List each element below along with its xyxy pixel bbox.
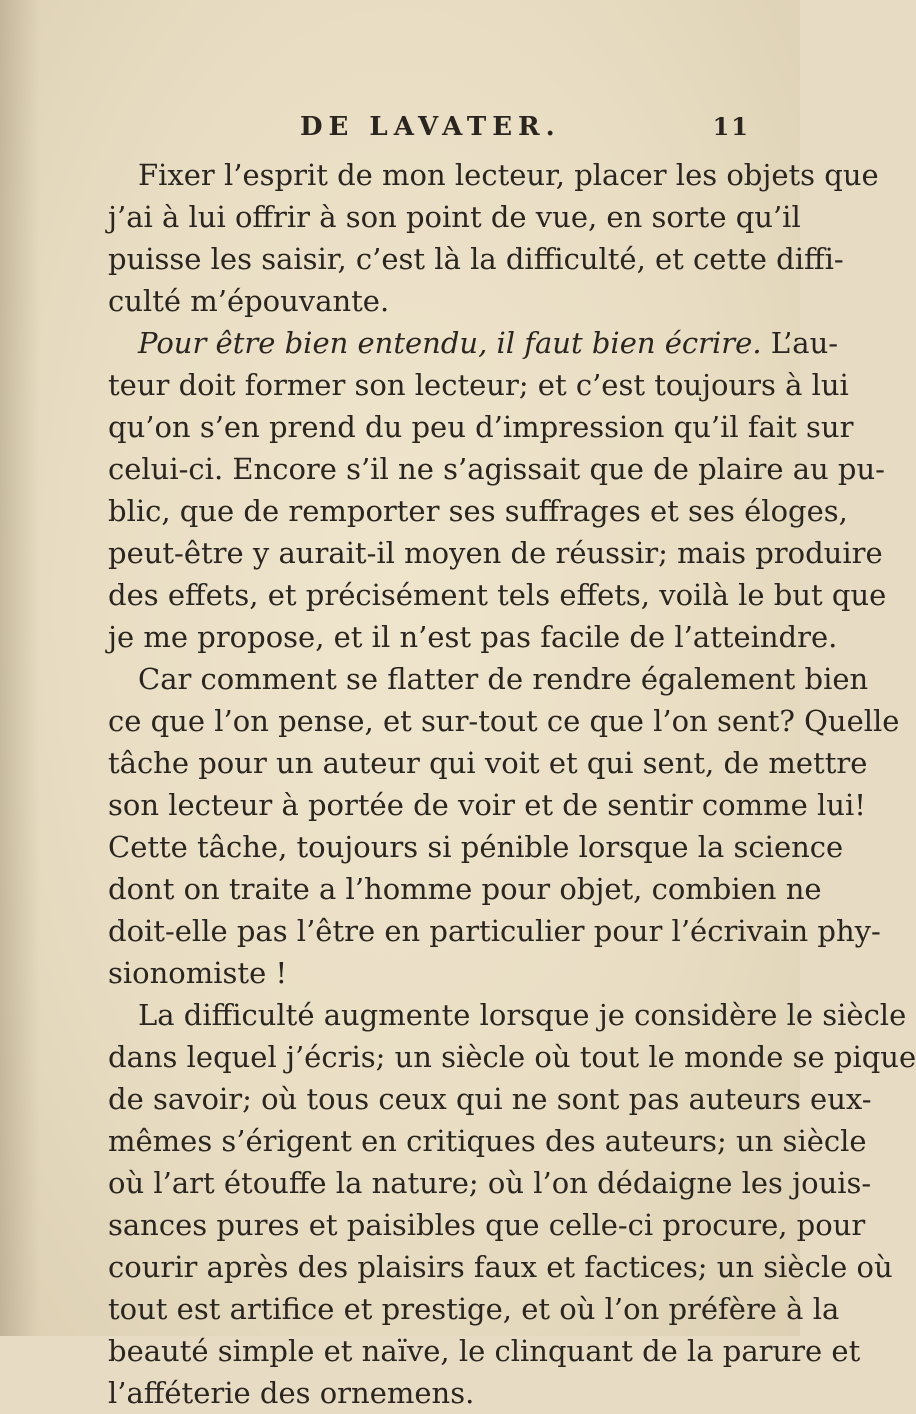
text-line: de savoir; où tous ceux qui ne sont pas auteurs eux-: [108, 1082, 872, 1116]
text-line: teur doit former son lecteur; et c’est toujours à lui: [108, 368, 849, 402]
text-line: j’ai à lui offrir à son point de vue, en sorte qu’il: [108, 200, 801, 234]
text-line: beauté simple et naïve, le clinquant de la parure et: [108, 1334, 861, 1368]
page-number: 11: [712, 112, 750, 141]
text-line: culté m’épouvante.: [108, 284, 390, 318]
text-line: Cette tâche, toujours si pénible lorsque la science: [108, 830, 844, 864]
text-line: courir après des plaisirs faux et factices; un siècle où: [108, 1250, 893, 1284]
text-line: dans lequel j’écris; un siècle où tout le monde se pique: [108, 1040, 916, 1074]
italic-phrase: Pour être bien entendu, il faut bien écrire.: [138, 326, 762, 360]
text-line: blic, que de remporter ses suffrages et ses éloges,: [108, 494, 848, 528]
body-text: [108, 154, 916, 1414]
text-line: l’afféterie des ornemens.: [108, 1376, 475, 1410]
text-line: mêmes s’érigent en critiques des auteurs; un siècle: [108, 1124, 867, 1158]
text-line: des effets, et précisément tels effets, voilà le but que: [108, 578, 887, 612]
text-line: où l’art étouffe la nature; où l’on dédaigne les jouis-: [108, 1166, 872, 1200]
text-line: peut-être y aurait-il moyen de réussir; mais produire: [108, 536, 883, 570]
page-header: [110, 112, 750, 152]
text-line: ce que l’on pense, et sur-tout ce que l’on sent? Quelle: [108, 704, 900, 738]
text-line: tout est artifice et prestige, et où l’on préfère à la: [108, 1292, 840, 1326]
text-line: [108, 322, 839, 364]
text-line: Fixer l’esprit de mon lecteur, placer les objets que: [138, 158, 879, 192]
text-line: doit-elle pas l’être en particulier pour l’écrivain phy-: [108, 914, 881, 948]
text-line: tâche pour un auteur qui voit et qui sent, de mettre: [108, 746, 868, 780]
line-continuation: L’au-: [761, 326, 839, 360]
text-line: je me propose, et il n’est pas facile de l’atteindre.: [108, 620, 838, 654]
text-line: qu’on s’en prend du peu d’impression qu’il fait sur: [108, 410, 854, 444]
running-title: DE LAVATER.: [300, 112, 561, 142]
text-line: dont on traite a l’homme pour objet, combien ne: [108, 872, 822, 906]
text-line: sionomiste !: [108, 956, 288, 990]
gutter-shadow: [0, 0, 40, 1336]
text-line: son lecteur à portée de voir et de sentir comme lui!: [108, 788, 866, 822]
text-line: celui-ci. Encore s’il ne s’agissait que de plaire au pu-: [108, 452, 885, 486]
text-line: sances pures et paisibles que celle-ci procure, pour: [108, 1208, 866, 1242]
text-line: puisse les saisir, c’est là la difficulté, et cette diffi-: [108, 242, 844, 276]
text-line: La difficulté augmente lorsque je considère le siècle: [138, 998, 907, 1032]
text-line: Car comment se flatter de rendre également bien: [138, 662, 869, 696]
